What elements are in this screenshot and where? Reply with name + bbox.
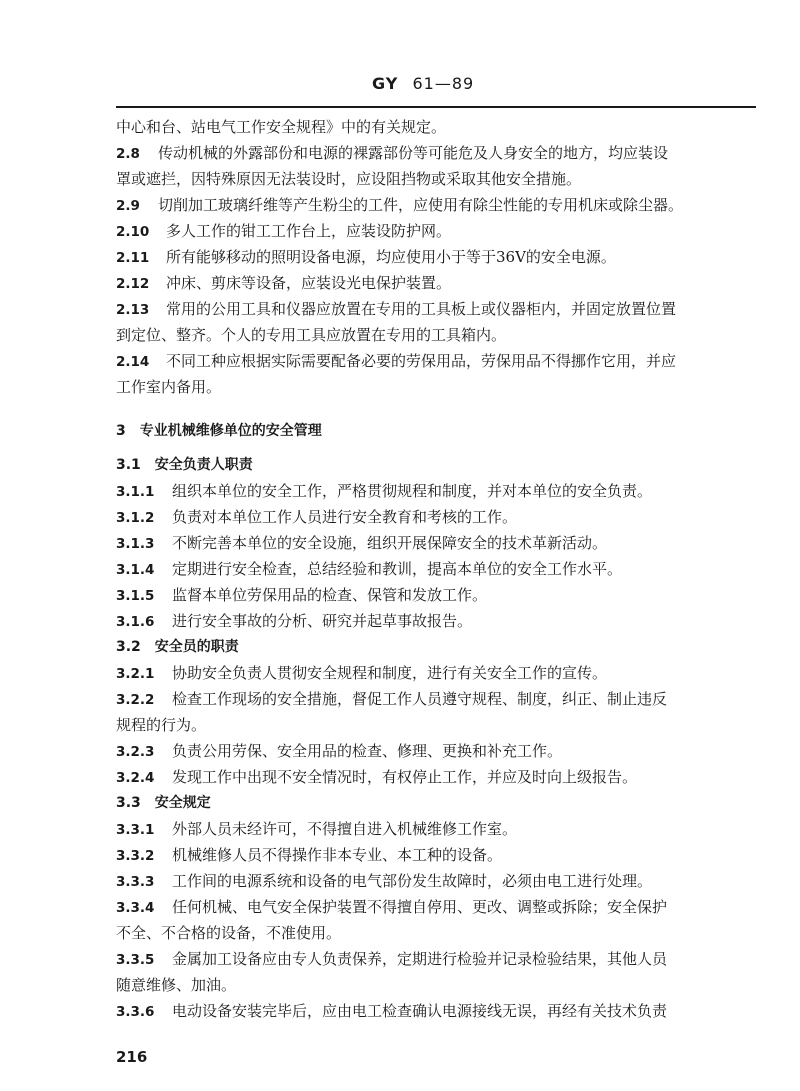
clause-number: 2.14: [116, 354, 150, 370]
clause-text: 多人工作的钳工工作台上，应装设防护网。: [166, 222, 452, 240]
clause-text: 定期进行安全检查，总结经验和教训，提高本单位的安全工作水平。: [172, 560, 623, 578]
clause-text: 冲床、剪床等设备，应装设光电保护装置。: [166, 274, 452, 292]
clause-number: 3.3.6: [116, 1004, 155, 1020]
clause-text: 发现工作中出现不安全情况时，有权停止工作，并应及时向上级报告。: [172, 768, 638, 786]
clause-number: 3.3.2: [116, 848, 155, 864]
clause-text: 组织本单位的安全工作，严格贯彻规程和制度，并对本单位的安全负责。: [172, 482, 653, 500]
clause-2-10: [116, 218, 756, 244]
clause-3-3-5: [116, 946, 756, 972]
clause-text: 金属加工设备应由专人负责保养，定期进行检验并记录检验结果，其他人员: [172, 950, 668, 968]
clause-text: 传动机械的外露部份和电源的裸露部份等可能危及人身安全的地方，均应装设: [158, 144, 669, 162]
subsection-3-3-title: 3.3 安全规定: [116, 795, 211, 811]
clause-number: 3.1.3: [116, 536, 155, 552]
standard-code: GY: [372, 74, 399, 93]
text-line: 不全、不合格的设备，不准使用。: [116, 924, 342, 942]
clause-2-13: [116, 296, 756, 322]
clause-text: 检查工作现场的安全措施，督促工作人员遵守规程、制度，纠正、制止违反: [172, 690, 668, 708]
clause-text: 所有能够移动的照明设备电源，均应使用小于等于36V的安全电源。: [166, 248, 616, 266]
clause-number: 3.1.6: [116, 614, 155, 630]
clause-2-8: [116, 140, 756, 166]
page-header: [372, 74, 474, 93]
clause-number: 3.1.4: [116, 562, 155, 578]
clause-2-14: [116, 348, 756, 374]
clause-number: 3.1.2: [116, 510, 155, 526]
clause-number: 3.2.3: [116, 744, 155, 760]
subsection-3-2-title: 3.2 安全员的职责: [116, 639, 239, 655]
clause-number: 2.9: [116, 198, 140, 214]
text-line: 规程的行为。: [116, 716, 207, 734]
clause-text: 机械维修人员不得操作非本专业、本工种的设备。: [172, 846, 503, 864]
text-line: 到定位、整齐。个人的专用工具应放置在专用的工具箱内。: [116, 326, 507, 344]
clause-3-3-4: [116, 894, 756, 920]
clause-number: 2.10: [116, 224, 150, 240]
clause-3-2-3: [116, 738, 756, 764]
clause-text: 协助安全负责人贯彻安全规程和制度，进行有关安全工作的宣传。: [172, 664, 608, 682]
clause-number: 2.12: [116, 276, 150, 292]
clause-3-1-3: [116, 530, 756, 556]
clause-number: 3.1.1: [116, 484, 155, 500]
text-line: 随意维修、加油。: [116, 976, 237, 994]
clause-number: 2.8: [116, 146, 140, 162]
clause-text: 负责对本单位工作人员进行安全教育和考核的工作。: [172, 508, 518, 526]
clause-3-1-6: [116, 608, 756, 634]
clause-3-3-6: [116, 998, 756, 1024]
clause-3-3-3: [116, 868, 756, 894]
clause-text: 电动设备安装完毕后，应由电工检查确认电源接线无误，再经有关技术负责: [172, 1002, 668, 1020]
clause-number: 3.1.5: [116, 588, 155, 604]
section-3-title: 3 专业机械维修单位的安全管理: [116, 423, 322, 439]
clause-text: 切削加工玻璃纤维等产生粉尘的工件，应使用有除尘性能的专用机床或除尘器。: [158, 196, 684, 214]
clause-number: 3.3.4: [116, 900, 155, 916]
page-number: 216: [116, 1048, 148, 1066]
clause-text: 工作间的电源系统和设备的电气部份发生故障时，必须由电工进行处理。: [172, 872, 653, 890]
clause-number: 3.3.5: [116, 952, 155, 968]
clause-number: 3.2.4: [116, 770, 155, 786]
clause-number: 2.11: [116, 250, 150, 266]
text-line: 工作室内备用。: [116, 378, 222, 396]
clause-3-2-2: [116, 686, 756, 712]
standard-number: 61—89: [412, 74, 475, 93]
spacer: [116, 444, 756, 452]
clause-3-1-1: [116, 478, 756, 504]
clause-text: 进行安全事故的分析、研究并起草事故报告。: [172, 612, 473, 630]
clause-2-12: [116, 270, 756, 296]
clause-text: 不同工种应根据实际需要配备必要的劳保用品，劳保用品不得挪作它用，并应: [166, 352, 677, 370]
document-body: [116, 114, 756, 1024]
text-line: 中心和台、站电气工作安全规程》中的有关规定。: [116, 118, 447, 136]
clause-3-3-2: [116, 842, 756, 868]
clause-text: 外部人员未经许可，不得擅自进入机械维修工作室。: [172, 820, 518, 838]
text-line: 罩或遮拦，因特殊原因无法装设时，应设阻挡物或采取其他安全措施。: [116, 170, 582, 188]
spacer: [116, 400, 756, 418]
header-rule: [116, 106, 756, 108]
clause-number: 3.2.2: [116, 692, 155, 708]
clause-3-2-4: [116, 764, 756, 790]
clause-number: 3.3.1: [116, 822, 155, 838]
clause-3-1-4: [116, 556, 756, 582]
clause-number: 2.13: [116, 302, 150, 318]
clause-3-1-5: [116, 582, 756, 608]
clause-text: 任何机械、电气安全保护装置不得擅自停用、更改、调整或拆除；安全保护: [172, 898, 668, 916]
clause-3-2-1: [116, 660, 756, 686]
clause-3-1-2: [116, 504, 756, 530]
clause-2-9: [116, 192, 756, 218]
clause-text: 常用的公用工具和仪器应放置在专用的工具板上或仪器柜内，并固定放置位置: [166, 300, 677, 318]
clause-3-3-1: [116, 816, 756, 842]
clause-number: 3.3.3: [116, 874, 155, 890]
clause-text: 不断完善本单位的安全设施，组织开展保障安全的技术革新活动。: [172, 534, 608, 552]
subsection-3-1-title: 3.1 安全负责人职责: [116, 457, 253, 473]
clause-number: 3.2.1: [116, 666, 155, 682]
clause-text: 监督本单位劳保用品的检查、保管和发放工作。: [172, 586, 488, 604]
clause-text: 负责公用劳保、安全用品的检查、修理、更换和补充工作。: [172, 742, 563, 760]
clause-2-11: [116, 244, 756, 270]
